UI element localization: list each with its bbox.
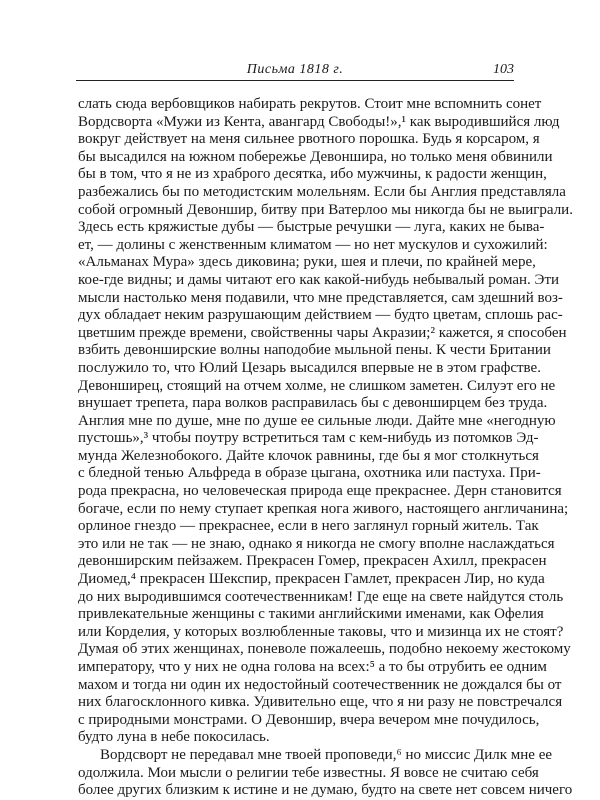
text-line: мысли настолько меня подавили, что мне представляется, сам здешний воз- bbox=[78, 289, 563, 306]
text-line: Вордсворт не передавал мне твоей проповеди,⁶ но миссис Дилк мне ее bbox=[100, 746, 553, 763]
running-title: Письма 1818 г. bbox=[246, 62, 344, 77]
paragraph bbox=[78, 96, 573, 747]
text-line: Диомед,⁴ прекрасен Шекспир, прекрасен Гамлет, прекрасен Лир, но куда bbox=[78, 571, 545, 588]
text-line: кое-где видны; и дамы читают его как какой-нибудь небывалый роман. Эти bbox=[78, 271, 560, 288]
text-line: Девонширец, стоящий на отчем холме, не слишком заметен. Силуэт его не bbox=[78, 377, 556, 394]
text-line: бы в том, что я не из храброго десятка, ибо мужчины, к радости женщин, bbox=[78, 166, 547, 183]
text-line: с природными монстрами. О Девоншир, вчера вечером мне почудилось, bbox=[78, 711, 540, 728]
text-line: императору, что у них не одна голова на всех:⁵ а то бы отрубить ее одним bbox=[78, 659, 547, 675]
text-line: ет, — долины с женственным климатом — но нет мускулов и сухожилий: bbox=[78, 236, 548, 253]
text-line: взбить девонширские волны наподобие мыльной пены. К чести Британии bbox=[78, 342, 551, 359]
text-line: махом и тогда ни один их недостойный соотечественник не дождался бы от bbox=[78, 676, 562, 693]
paragraph bbox=[78, 746, 573, 800]
text-line: «Альманах Мура» здесь диковина; руки, шея и плечи, по крайней мере, bbox=[78, 254, 536, 271]
body-text bbox=[78, 96, 573, 800]
text-line: девонширским пейзажем. Прекрасен Гомер, прекрасен Ахилл, прекрасен bbox=[78, 553, 547, 570]
page-number: 103 bbox=[493, 62, 514, 77]
header-rule bbox=[76, 80, 514, 81]
text-line: до них выродившимся соотечественникам! Где еще на свете найдутся столь bbox=[78, 588, 564, 605]
text-line: Вордсворта «Мужи из Кента, авангард Свободы!»,¹ как выродившийся люд bbox=[78, 113, 560, 130]
text-line: внушает трепета, пара волков расправилась бы с девонширцем без труда. bbox=[78, 395, 548, 412]
text-line: или Корделия, у которых возлюбленные таковы, что и мизинца их не стоят? bbox=[78, 623, 564, 640]
text-line: будто луна в небе покосилась. bbox=[78, 729, 270, 746]
text-line: орлиное гнездо — прекраснее, если в него заглянул горный житель. Так bbox=[78, 518, 539, 535]
text-line: привлекательные женщины с такими английскими именами, как Офелия bbox=[78, 606, 544, 623]
text-line: разбежались бы по методистским молельням. Если бы Англия представляла bbox=[78, 183, 566, 200]
text-line: вокруг действует на меня сильнее рвотного порошка. Будь я корсаром, я bbox=[78, 131, 540, 148]
text-line: цветшим прежде времени, свойственны чары Акразии;² кажется, я способен bbox=[78, 324, 567, 341]
text-line: бы высадился на южном побережье Девоншира, но только меня обвинили bbox=[78, 148, 553, 165]
text-line: с бледной тенью Альфреда в образе цыгана, охотника или пастуха. При- bbox=[78, 465, 541, 482]
text-line: дух обладает неким разрушающим действием — будто цветам, сплошь рас- bbox=[78, 307, 563, 324]
text-line: Англия мне по душе, мне по душе ее сильные люди. Дайте мне «негодную bbox=[78, 412, 556, 429]
text-line: слать сюда вербовщиков набирать рекрутов. Стоит мне вспомнить сонет bbox=[78, 96, 542, 112]
text-line: одолжила. Мои мысли о религии тебе известны. Я вовсе не считаю себя bbox=[78, 764, 539, 781]
text-line: это или не так — не знаю, однако я никогда не смогу вполне наслаждаться bbox=[78, 535, 555, 552]
text-line: мунда Железнобокого. Дайте клочок равнины, где бы я мог столкнуться bbox=[78, 447, 539, 464]
text-line: пустошь»,³ чтобы поутру встретиться там с кем-нибудь из потомков Эд- bbox=[78, 430, 539, 447]
text-line: более других близким к истине и не думаю, будто на свете нет совсем ничего bbox=[78, 782, 573, 799]
text-line: них благосклонного кивка. Удивительно еще, что я ни разу не повстречался bbox=[78, 694, 563, 711]
running-header bbox=[76, 60, 514, 80]
text-line: Думая об этих женщинах, поневоле пожалеешь, подобно некоему жестокому bbox=[78, 641, 571, 658]
text-line: рода прекрасна, но человеческая природа еще прекраснее. Дерн становится bbox=[78, 483, 562, 500]
text-line: послужило то, что Юлий Цезарь высадился впервые не в этом графстве. bbox=[78, 359, 541, 376]
text-line: богаче, если по нему ступает крепкая нога живого, настоящего англичанина; bbox=[78, 500, 569, 517]
text-line: Здесь есть кряжистые дубы — быстрые речушки — луга, каких не быва- bbox=[78, 219, 545, 236]
text-line: собой огромный Девоншир, битву при Ватерлоо мы никогда бы не выиграли. bbox=[78, 201, 573, 218]
